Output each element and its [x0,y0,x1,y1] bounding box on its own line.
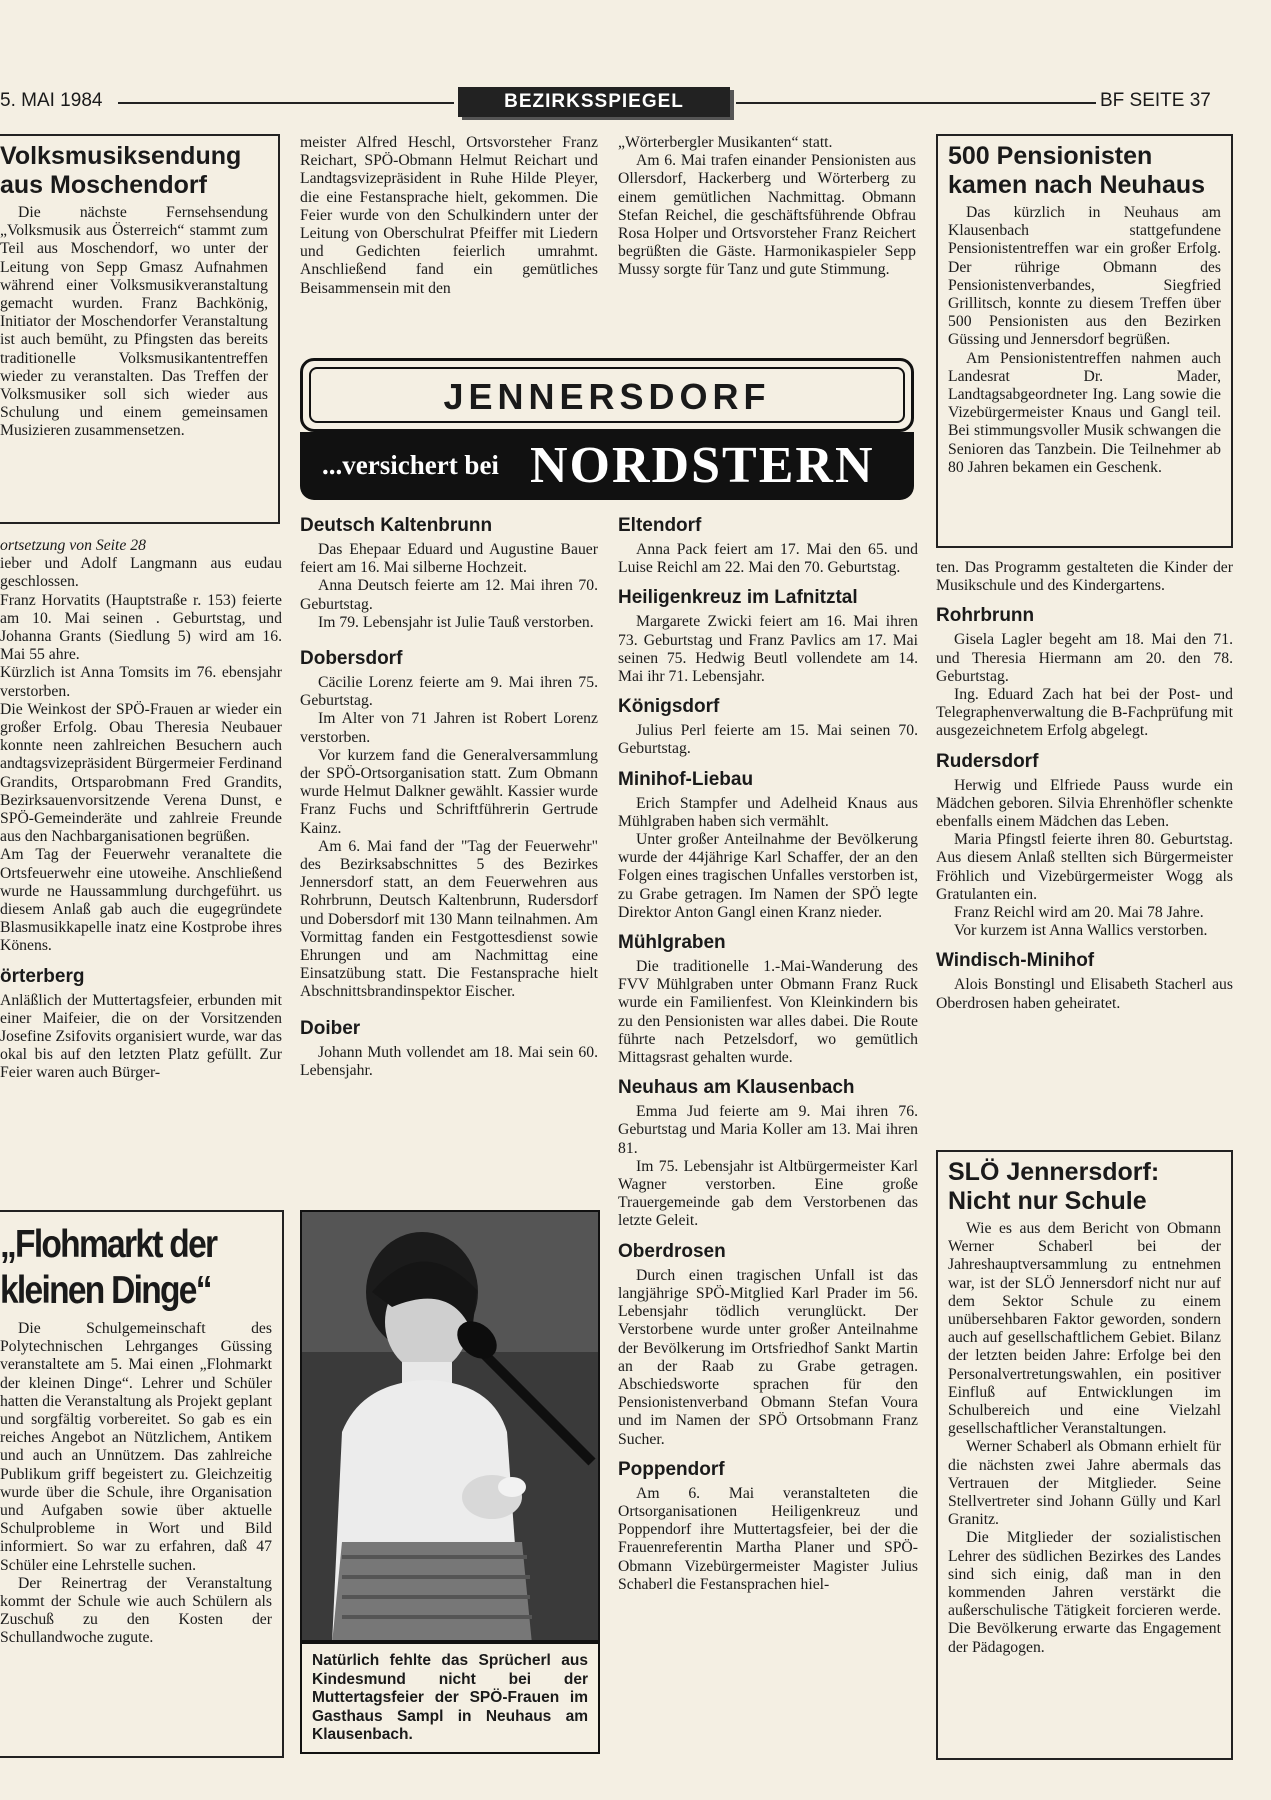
section-heading: Windisch-Minihof [936,950,1095,972]
article-body: Die nächste Fernsehsendung „Volksmusik aus Österreich“ stammt zum Teil aus Moschendorf, wo unter der Leitung von Sepp Gmasz Aufnahmen während einer Volksmusikveranstaltung gemacht wurden. Franz Bachkönig, Initiator der Moschendorfer Veranstaltung ist auch bemüht, zu Pfingsten das bereits traditionelle Volksmusikantentreffen wieder zu veranstalten. Das Treffen der Volksmusiker soll sich wieder aus Schulung und einem gemeinsamen Musizieren zusammensetzen. [0,204,268,440]
section-heading: Oberdrosen [618,1240,726,1262]
column-3: Eltendorf Anna Pack feiert am 17. Mai den 65. und Luise Reichl am 22. Mai den 70. Geburtstag. Heiligenkreuz im Lafnitztal Margarete Zwicki feiert am 16. Mai ihren 73. Geburtstag und Franz Pavlics am 17. Mai seinen 75. Hedwig Beutl vollendete am 14. Mai ihr 71. Lebensjahr. Königsdorf Julius Perl feierte am 15. Mai seinen 70. Geburtstag. Minihof-Liebau Erich Stampfer und Adelheid Knaus aus Mühlgraben haben sich vermählt. Unter großer Anteilnahme der Bevölkerung wurde der 44jährige Karl Schaffer, der an den Folgen eines tragischen Unfalles verstorben ist, zu Grabe getragen. Im Namen der SPÖ legte Direktor Anton Gangl einen Kranz nieder. Mühlgraben Die traditionelle 1.-Mai-Wanderung des FVV Mühlgraben unter Obmann Franz Ruck wurde ein Familienfest. Von Kleinkindern bis zu den Pensionisten war alles dabei. Die Route führte nach Petzelsdorf, wo gemütlich Mittagsrast gehalten wurde. Neuhaus am Klausenbach Emma Jud feierte am 9. Mai ihren 76. Geburtstag und Maria Koller am 13. Mai ihren 81. Im 75. Lebensjahr ist Altbürgermeister Karl Wagner verstorben. Eine große Trauergemeinde gab dem Verstorbenen das letzte Geleit. Oberdrosen Durch einen tragischen Unfall ist das langjährige SPÖ-Mitglied Karl Prader im 56. Lebensjahr tödlich verunglückt. Der Verstorbene wurde unter großer Anteilnahme der Bevölkerung im Ortsfriedhof Sankt Martin an der Raab zu Grabe getragen. Abschiedsworte sprachen für den Pensionistenverband Obmann Stefan Voura und im Namen der SPÖ Ortsobmann Franz Sucher. Poppendorf Am 6. Mai veranstalteten die Ortsorganisationen Heiligenkreuz und Poppendorf ihre Muttertagsfeier, bei der die Frauenreferentin Martha Planer und SPÖ-Obmann Vizebürgermeister Magister Julius Schaberl die Festansprachen hiel- [618,515,918,1593]
section-heading: Deutsch Kaltenbrunn [300,515,493,536]
sponsor-banner: ...versichert bei NORDSTERN [300,432,914,500]
section-heading: Rohrbrunn [936,605,1035,627]
article-pensionisten [936,134,1233,548]
sponsor-logo: NORDSTERN [530,437,875,494]
article-body: Das kürzlich in Neuhaus am Klausenbach stattgefundene Pensionistentreffen war ein großer Erfolg. Der rührige Obmann des Pensionistenverbandes, Siegfried Grillitsch, konnte zu diesem Treffen über 500 Pensionisten aus den Bezirken Güssing und Jennersdorf begrüßen. Am Pensionistentreffen nahmen auch Landesrat Dr. Mader, Landtagsabgeordneter Ing. Lang sowie die Vizebürgermeister Knaus und Gangl teil. Bei stimmungsvoller Musik schwangen die Senioren das Tanzbein. Die Teilnehmer ab 80 Jahren bekamen ein Geschenk. [948,204,1221,476]
header-rule-right [736,102,1096,104]
section-heading: Poppendorf [618,1458,725,1480]
section-heading: Doiber [300,1017,361,1039]
section-heading: Neuhaus am Klausenbach [618,1077,855,1099]
wort-continuation-2: „Wörterbergler Musikanten“ statt. Am 6. Mai trafen einander Pensionisten aus Ollersdorf, Hackerberg und Wörterberg zu einem gemütlichen Nachmittag. Obmann Stefan Reichel, die geschäftsführende Obfrau Rosa Holper und Ortsvorsteher Franz Reichert begrüßten die Gäste. Harmonikaspieler Sepp Mussy sorgte für Tanz und gute Stimmung. [618,134,916,279]
photo-caption: Natürlich fehlte das Sprücherl aus Kindesmund nicht bei der Muttertagsfeier der SPÖ-Frauen im Gasthaus Sampl in Neuhaus am Klausenbach. [300,1642,600,1754]
photo-illustration [302,1212,600,1642]
article-body: Wie es aus dem Bericht von Obmann Werner Schaberl bei der Jahreshauptversammlung zu entnehmen war, ist der SLÖ Jennersdorf nicht nur auf dem Sektor Schule zu einem unübersehbaren Faktor geworden, sondern auch auf gesellschaftlichem Gebiet. Bilanz der letzten beiden Jahre: Erfolge bei den Personalvertretungswahlen, ein positiver Einfluß auf Entwicklungen im Schulbereich und eine Vielzahl gesellschaftlicher Veranstaltungen. Werner Schaberl als Obmann erhielt für die nächsten zwei Jahre abermals das Vertrauen der Mitglieder. Seine Stellvertreter sind Johann Gülly und Karl Granitz. Die Mitglieder der sozialistischen Lehrer des südlichen Bezirkes des Landes sind sich einig, daß man in den kommenden Jahren verstärkt die außerschulische Tätigkeit forcieren werde. Die Bevölkerung erwarte das Engagement der Pädagogen. [948,1220,1221,1656]
article-title: 500 Pensionisten kamen nach Neuhaus [948,142,1206,199]
column-2: Deutsch Kaltenbrunn Das Ehepaar Eduard und Augustine Bauer feiert am 16. Mai silberne Hochzeit. Anna Deutsch feierte am 12. Mai ihren 70. Geburtstag. Im 79. Lebensjahr ist Julie Tauß verstorben. Dobersdorf Cäcilie Lorenz feierte am 9. Mai ihren 75. Geburtstag. Im Alter von 71 Jahren ist Robert Lorenz verstorben. Vor kurzem fand die Generalversammlung der SPÖ-Ortsorganisation statt. Zum Obmann wurde Helmut Dalkner gewählt. Kassier wurde Franz Fuchs und Schriftführerin Gertrude Kainz. Am 6. Mai fand der "Tag der Feuerwehr" des Bezirksabschnittes 5 des Bezirkes Jennersdorf statt, an dem Feuerwehren aus Rohrbrunn, Deutsch Kaltenbrunn, Rudersdorf und Dobersdorf mit 130 Mann teilnahmen. Am Vormittag fanden ein Festgottesdienst sowie Ehrungen und am Nachmittag eine Einsatzübung statt. Die Festansprache hielt Abschnittsbrandinspektor Eischer. Doiber Johann Muth vollendet am 18. Mai sein 60. Lebensjahr. [300,515,598,1079]
continuation-block: ortsetzung von Seite 28 ieber und Adolf Langmann aus eudau geschlossen. Franz Horvatits (Hauptstraße r. 153) feierte am 10. Mai seinen . Geburtstag, und Johanna Grants (Siedlung 5) wird am 16. Mai 55 ahre. Kürzlich ist Anna Tomsits im 76. ebensjahr verstorben. Die Weinkost der SPÖ-Frauen ar wieder ein großer Erfolg. Obau Theresia Neubauer konnte neen zahlreichen Besuchern auch andtagsvizepräsident Bürgermeier Ferdinand Grandits, Ortsparobmann Fred Grandits, Bezirksauenvorsitzende Verena Dunst, e SPÖ-Gemeinderäte und zahlreie Freunde aus den Nachbarganisationen begrüßen. Am Tag der Feuerwehr veranaltete die Ortsfeuerwehr eine utoweihe. Anschließend wurde ne Haussammlung durchgeführt. us diesem Anlaß gab auch die eugegründete Blasmusikkapelle inatz eine Kostprobe ihres Könens. örterberg Anläßlich der Muttertagsfeier, erbunden mit einer Maifeier, die on der Vorsitzenden Josefine Zsifovits organisiert wurde, war das okal bis auf den letzten Platz gefüllt. Zur Feier waren auch Bürger- [0,537,282,1082]
article-title: „Flohmarkt der kleinen Dinge“ [0,1223,217,1312]
section-heading: Heiligenkreuz im Lafnitztal [618,587,858,609]
section-heading: Dobersdorf [300,648,403,670]
section-heading: Königsdorf [618,696,720,718]
issue-date: 5. MAI 1984 [0,90,103,111]
header-rule-left [118,102,454,104]
section-heading: Minihof-Liebau [618,768,754,790]
region-banner: JENNERSDORF [300,358,914,432]
article-title: Volksmusiksendung aus Moschendorf [0,142,242,199]
wort-continuation: meister Alfred Heschl, Ortsvorsteher Franz Reichart, SPÖ-Obmann Helmut Reichart und Landtagsvizepräsident in Ruhe Hilde Pleyer, die eine Festansprache hielt, gekommen. Die Feier wurde von den Schulkindern unter der Leitung von Oberschulrat Pfeiffer mit Liedern und Gedichten feierlich umrahmt. Anschließend fand ein gemütliches Beisammensein mit den [300,134,598,297]
article-title: SLÖ Jennersdorf: Nicht nur Schule [948,1158,1160,1215]
section-heading: Mühlgraben [618,932,726,954]
article-slo [936,1150,1233,1760]
photo-girl-microphone [300,1210,600,1642]
section-heading: Eltendorf [618,515,702,536]
section-label: BEZIRKSSPIEGEL [458,87,730,117]
column-4: ten. Das Programm gestalteten die Kinder der Musikschule und des Kindergartens. Rohrbrunn Gisela Lagler begeht am 18. Mai den 71. und Theresia Hiermann am 20. den 78. Geburtstag. Ing. Eduard Zach hat bei der Post- und Telegraphenverwaltung die B-Fachprüfung mit ausgezeichnetem Erfolg abgelegt. Rudersdorf Herwig und Elfriede Pauss wurde ein Mädchen geboren. Silvia Ehrenhöfler schenkte ebenfalls einem Mädchen das Leben. Maria Pfingstl feierte ihren 80. Geburtstag. Aus diesem Anlaß stellten sich Bürgermeister Fröhlich und Vizebürgermeister Wogg als Gratulanten ein. Franz Reichl wird am 20. Mai 78 Jahre. Vor kurzem ist Anna Wallics verstorben. Windisch-Minihof Alois Bonstingl und Elisabeth Stacherl aus Oberdrosen haben geheiratet. [936,559,1233,1012]
continuation-label: ortsetzung von Seite 28 [0,537,146,554]
section-heading: örterberg [0,965,85,987]
article-flohmarkt [0,1210,284,1758]
article-volksmusik [0,134,280,524]
page-number: BF SEITE 37 [1100,90,1211,111]
section-heading: Rudersdorf [936,750,1039,772]
article-body: Die Schulgemeinschaft des Polytechnischen Lehrganges Güssing veranstaltete am 5. Mai einen „Flohmarkt der kleinen Dinge“. Lehrer und Schüler hatten die Veranstaltung als Projekt geplant und sorgfältig vorbereitet. So gab es ein reiches Angebot an Nützlichem, Antikem und auch an Unnützem. Das zahlreiche Publikum griff begeistert zu. Gleichzeitig wurde über die Schule, ihre Organisation und Aufgaben sowie über aktuelle Schulprobleme in Wort und Bild informiert. So war zu erfahren, daß 47 Schüler eine Lehrstelle suchen. Der Reinertrag der Veranstaltung kommt der Schule wie auch Schülern als Zuschuß zu den Kosten der Schullandwoche zugute. [0,1320,272,1647]
